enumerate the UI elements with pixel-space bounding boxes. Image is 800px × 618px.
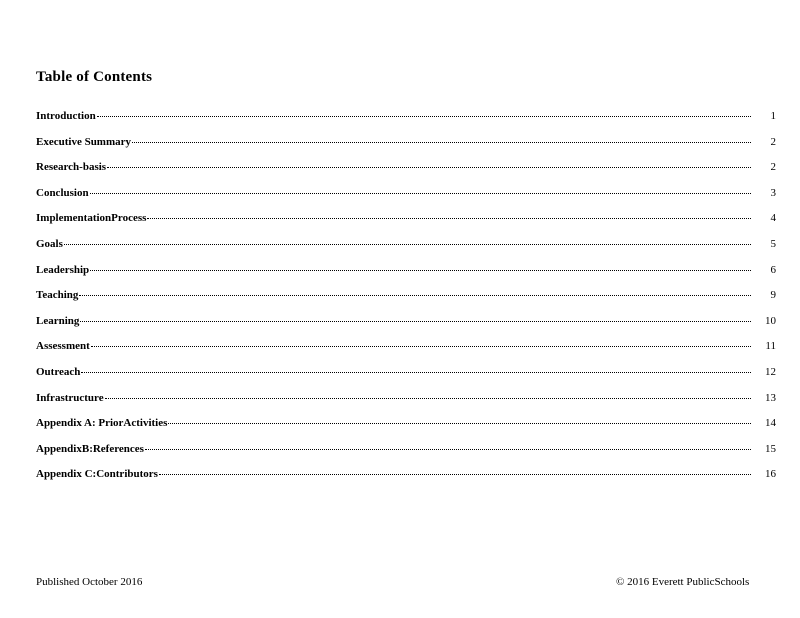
toc-entry-appendix-c[interactable] bbox=[36, 468, 776, 494]
toc-entry-research-basis[interactable] bbox=[36, 161, 776, 187]
dot-leader bbox=[80, 321, 751, 322]
toc-entry-appendix-b[interactable] bbox=[36, 443, 776, 469]
toc-entry-page: 10 bbox=[765, 314, 776, 327]
toc-entry-label: Assessment bbox=[36, 340, 90, 353]
toc-entry-page: 16 bbox=[765, 468, 776, 481]
dot-leader bbox=[79, 295, 751, 296]
toc-entry-label: Teaching bbox=[36, 289, 79, 302]
toc-entry-page: 12 bbox=[765, 365, 776, 378]
toc-entry-page: 13 bbox=[765, 391, 776, 404]
toc-entry-page: 14 bbox=[765, 417, 776, 430]
toc-entry-teaching[interactable] bbox=[36, 289, 776, 315]
toc-entry-label: Infrastructure bbox=[36, 391, 104, 404]
dot-leader bbox=[90, 193, 751, 194]
toc-entry-label: Leadership bbox=[36, 263, 90, 276]
toc-entry-page: 9 bbox=[770, 289, 776, 302]
toc-entry-page: 4 bbox=[770, 212, 776, 225]
toc-entry-label: ImplementationProcess bbox=[36, 212, 147, 225]
dot-leader bbox=[91, 346, 751, 347]
dot-leader bbox=[147, 218, 751, 219]
toc-entry-page: 5 bbox=[770, 237, 776, 250]
dot-leader bbox=[81, 372, 751, 373]
toc-entry-label: Introduction bbox=[36, 110, 96, 122]
toc-entry-page: 3 bbox=[770, 186, 776, 199]
toc-entry-label: Executive Summary bbox=[36, 135, 132, 148]
toc-entry-introduction[interactable] bbox=[36, 110, 776, 136]
toc-entry-page: 1 bbox=[770, 110, 776, 122]
toc-entry-label: Outreach bbox=[36, 365, 81, 378]
footer-published-date: Published October 2016 bbox=[36, 576, 143, 588]
toc-entry-assessment[interactable] bbox=[36, 340, 776, 366]
toc-entry-infrastructure[interactable] bbox=[36, 392, 776, 418]
toc-entry-learning[interactable] bbox=[36, 315, 776, 341]
toc-entry-label: Appendix A: PriorActivities bbox=[36, 417, 168, 430]
dot-leader bbox=[107, 167, 751, 168]
toc-entry-label: Appendix C:Contributors bbox=[36, 468, 158, 481]
toc-entry-label: Goals bbox=[36, 237, 63, 250]
footer-copyright: © 2016 Everett PublicSchools bbox=[616, 576, 750, 588]
dot-leader bbox=[145, 449, 751, 450]
dot-leader bbox=[64, 244, 751, 245]
toc-entry-appendix-a[interactable] bbox=[36, 417, 776, 443]
dot-leader bbox=[97, 116, 751, 117]
toc-entry-implementation-process[interactable] bbox=[36, 212, 776, 238]
toc-entry-conclusion[interactable] bbox=[36, 187, 776, 213]
dot-leader bbox=[132, 142, 751, 143]
toc-entry-label: AppendixB:References bbox=[36, 442, 144, 455]
toc-entry-executive-summary[interactable] bbox=[36, 136, 776, 162]
toc-list bbox=[36, 110, 776, 494]
toc-entry-leadership[interactable] bbox=[36, 264, 776, 290]
toc-entry-page: 2 bbox=[770, 161, 776, 174]
toc-entry-page: 11 bbox=[765, 340, 776, 353]
dot-leader bbox=[159, 474, 751, 475]
dot-leader bbox=[90, 270, 751, 271]
toc-entry-label: Learning bbox=[36, 314, 80, 327]
page-title: Table of Contents bbox=[36, 69, 153, 85]
dot-leader bbox=[105, 398, 751, 399]
toc-entry-goals[interactable] bbox=[36, 238, 776, 264]
toc-entry-page: 15 bbox=[765, 442, 776, 455]
dot-leader bbox=[168, 423, 751, 424]
toc-entry-page: 6 bbox=[770, 263, 776, 276]
toc-entry-outreach[interactable] bbox=[36, 366, 776, 392]
toc-entry-page: 2 bbox=[770, 135, 776, 148]
toc-entry-label: Conclusion bbox=[36, 186, 89, 199]
toc-entry-label: Research-basis bbox=[36, 161, 107, 174]
